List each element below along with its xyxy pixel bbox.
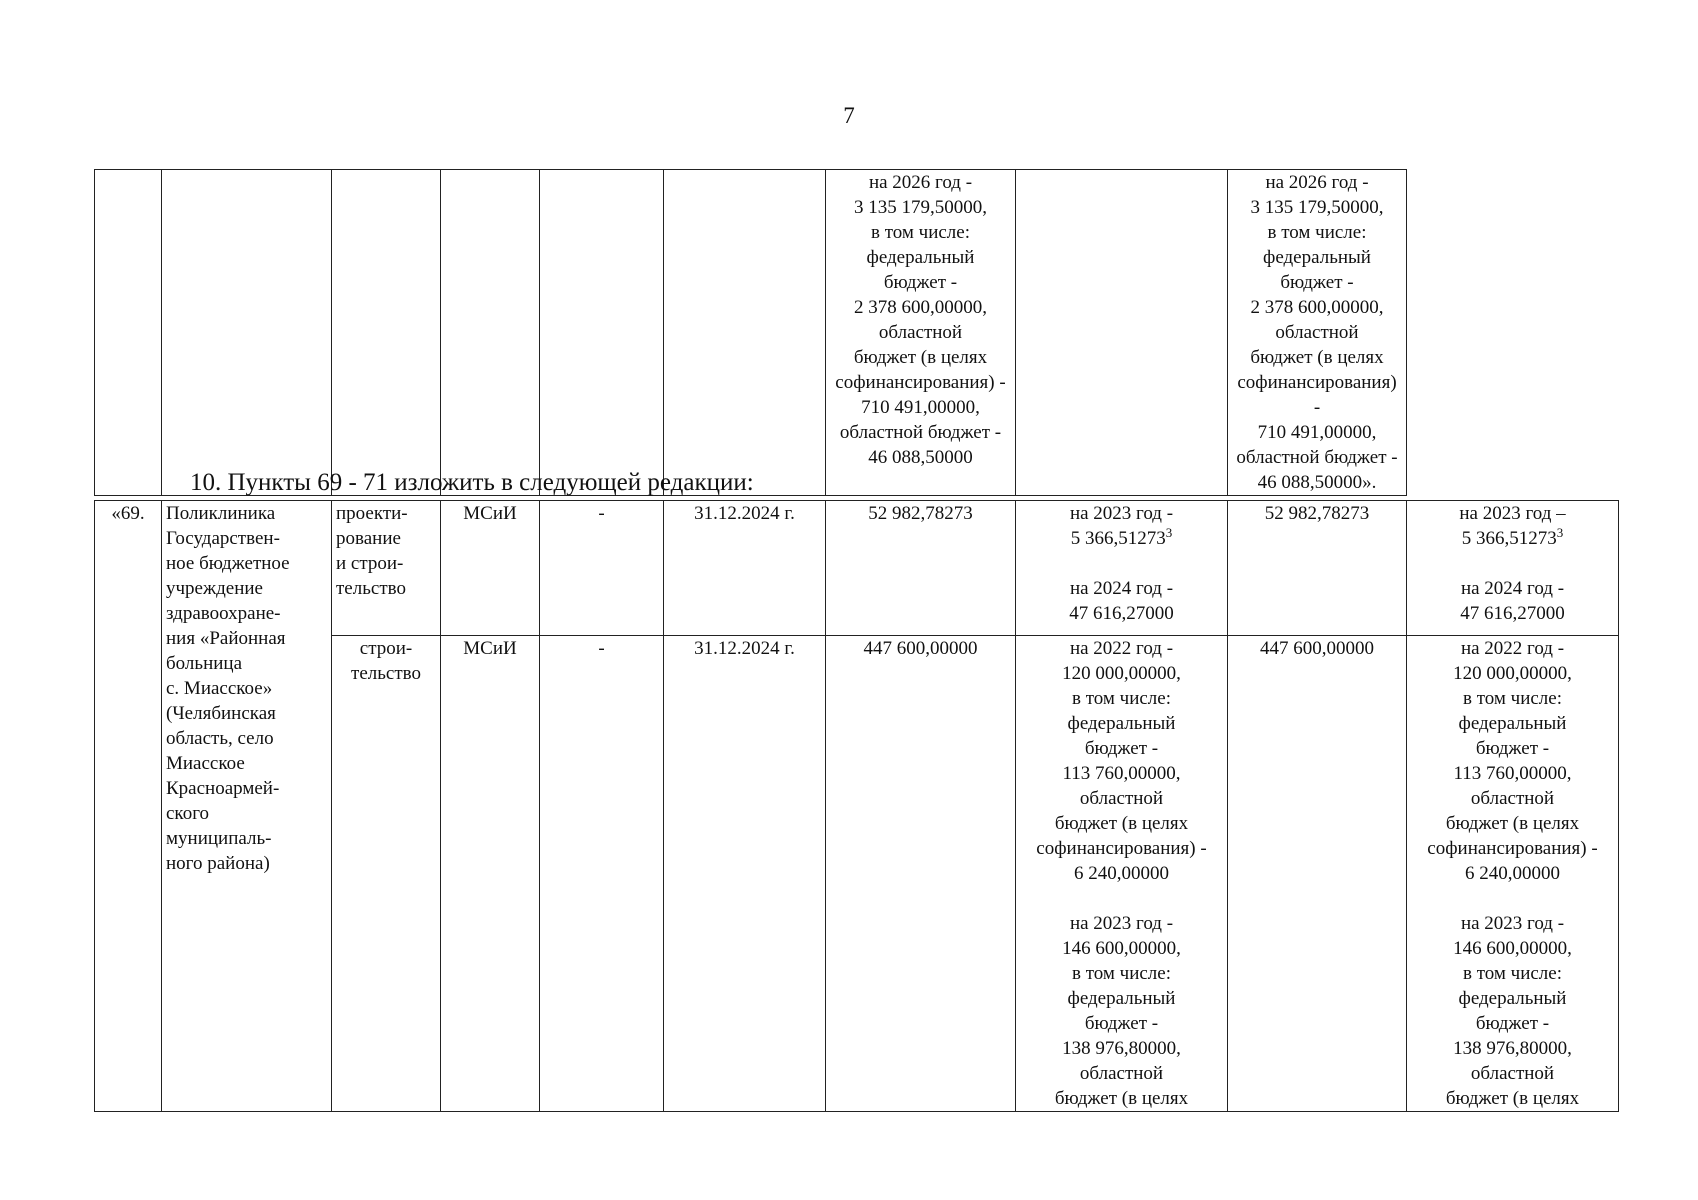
dash-cell: - — [540, 636, 664, 1112]
customer: МСиИ — [441, 501, 540, 636]
object-name: Поликлиника Государствен- ное бюджетное учреждение здравоохране- ния «Районная больница с. Миасское» (Челябинская область, село Миасское Красноармей- ского муниципаль- ного района) — [162, 501, 332, 1112]
footnote-mark: 3 — [1556, 525, 1564, 540]
page-number: 7 — [843, 103, 855, 128]
section-heading: 10. Пункты 69 - 71 изложить в следующей редакции: — [190, 469, 754, 496]
work-type: строи- тельство — [332, 636, 441, 1112]
funding-b: на 2024 год - 47 616,27000 — [1069, 578, 1174, 624]
cell-empty — [95, 170, 162, 496]
continuation-table — [94, 169, 1619, 496]
customer: МСиИ — [441, 636, 540, 1112]
cost: 52 982,78273 — [826, 501, 1016, 636]
limit: 447 600,00000 — [1228, 636, 1407, 1112]
funding-final-cell: на 2022 год - 120 000,00000, в том числе: федеральный бюджет - 113 760,00000, областной бюджет (в целях софинансирования) - 6 240,00000 на 2023 год - 146 600,00000, в том числе: федеральный бюджет - 138 976,80000, областной бюджет (в целях — [1407, 636, 1619, 1112]
funding-cell — [1016, 501, 1228, 636]
limit: 52 982,78273 — [1228, 501, 1407, 636]
funding-cell: на 2022 год - 120 000,00000, в том числе: федеральный бюджет - 113 760,00000, областной бюджет (в целях софинансирования) - 6 240,00000 на 2023 год - 146 600,00000, в том числе: федеральный бюджет - 138 976,80000, областной бюджет (в целях — [1016, 636, 1228, 1112]
cell-empty — [1016, 170, 1228, 496]
item-table — [94, 500, 1619, 1112]
funding-final-cell: на 2026 год - 3 135 179,50000, в том числе: федеральный бюджет - 2 378 600,00000, областной бюджет (в целях софинансирования) - 710 491,00000, областной бюджет - 46 088,50000». — [1228, 170, 1407, 496]
cell-empty — [664, 170, 826, 496]
cell-empty — [162, 170, 332, 496]
deadline: 31.12.2024 г. — [664, 636, 826, 1112]
funding-final-b: на 2024 год - 47 616,27000 — [1460, 578, 1565, 624]
continuation-row — [95, 170, 1619, 496]
cost: 447 600,00000 — [826, 636, 1016, 1112]
funding-final-cell — [1407, 501, 1619, 636]
table-row — [95, 501, 1619, 636]
cell-empty — [332, 170, 441, 496]
deadline: 31.12.2024 г. — [664, 501, 826, 636]
funding-a: на 2023 год - 5 366,51273 — [1069, 503, 1174, 549]
funding-final-a: на 2023 год – 5 366,51273 — [1459, 503, 1566, 549]
funding-cell: на 2026 год - 3 135 179,50000, в том числе: федеральный бюджет - 2 378 600,00000, областной бюджет (в целях софинансирования) - 710 491,00000, областной бюджет - 46 088,50000 — [826, 170, 1016, 496]
cell-empty — [540, 170, 664, 496]
work-type: проекти- рование и строи- тельство — [332, 501, 441, 636]
footnote-mark: 3 — [1165, 525, 1173, 540]
dash-cell: - — [540, 501, 664, 636]
cell-empty — [441, 170, 540, 496]
item-number: «69. — [95, 501, 162, 1112]
